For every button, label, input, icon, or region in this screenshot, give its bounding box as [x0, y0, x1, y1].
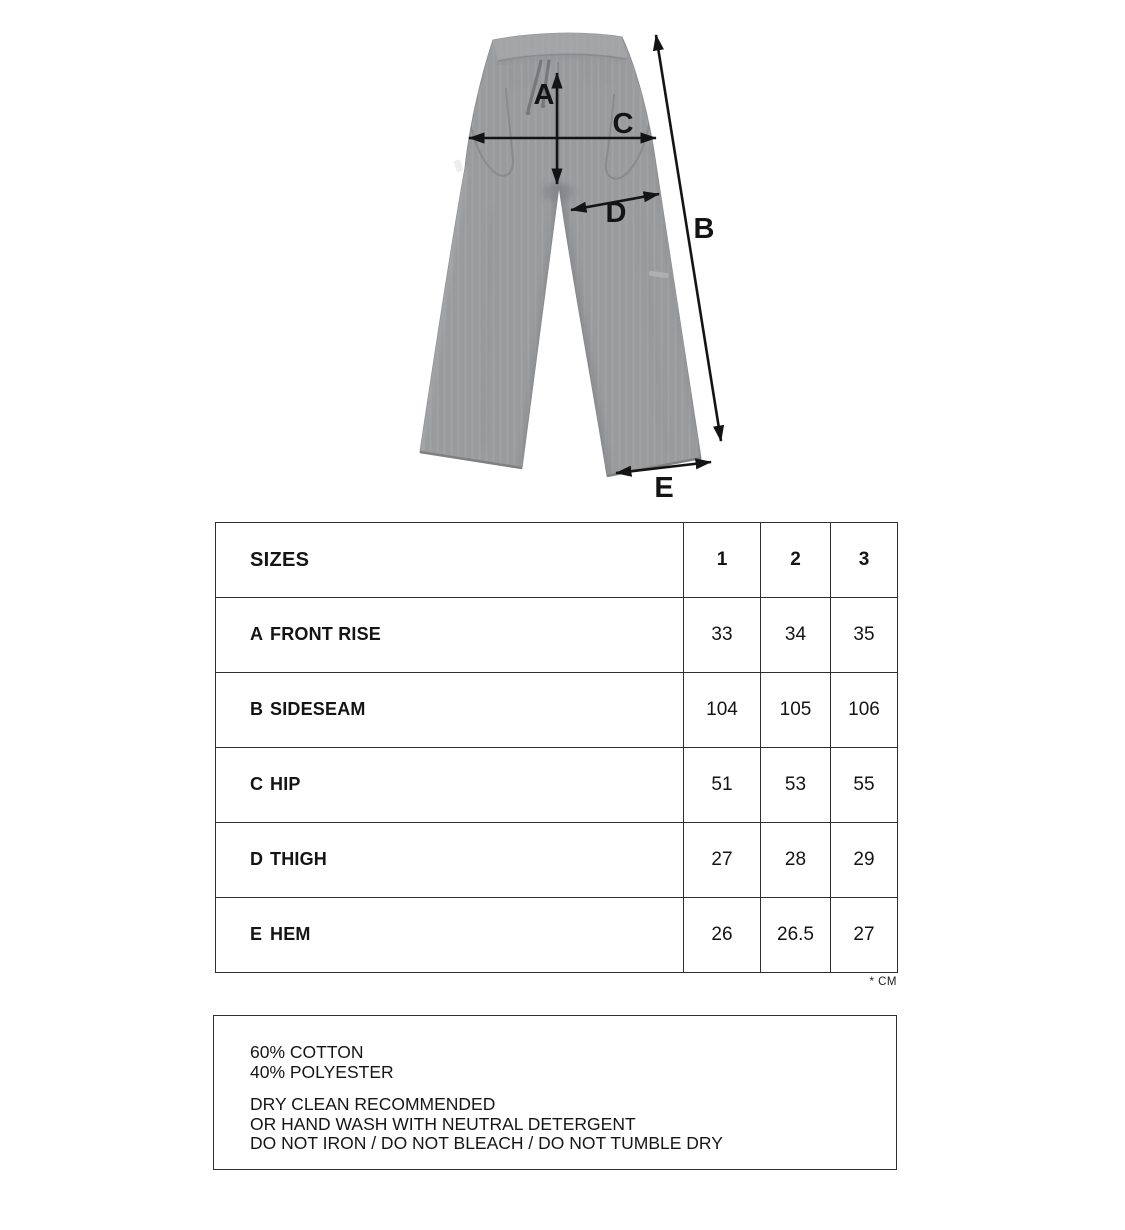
fabric-composition [250, 1043, 876, 1082]
measurement-value: 106 [831, 673, 898, 748]
size-column-header-2: 2 [761, 523, 831, 598]
measurement-value: 33 [684, 598, 761, 673]
row-label: SIDESEAM [270, 699, 366, 719]
size-table-corner: SIZES [216, 523, 684, 598]
row-key: E [250, 924, 263, 944]
measurement-value: 27 [684, 823, 761, 898]
measurement-value: 105 [761, 673, 831, 748]
unit-note: * CM [869, 976, 897, 988]
measurement-value: 29 [831, 823, 898, 898]
pants-silhouette [420, 33, 701, 476]
measurement-value: 35 [831, 598, 898, 673]
composition-line: 60% COTTON [250, 1042, 364, 1062]
row-key: A [250, 624, 263, 644]
row-label: HEM [270, 924, 311, 944]
measurement-value: 26.5 [761, 898, 831, 973]
row-key: C [250, 774, 263, 794]
measurement-value: 51 [684, 748, 761, 823]
size-table [215, 522, 898, 973]
table-row-front-rise [216, 598, 898, 673]
care-instructions [250, 1095, 876, 1154]
care-line: OR HAND WASH WITH NEUTRAL DETERGENT [250, 1113, 636, 1134]
measurement-value: 27 [831, 898, 898, 973]
care-info-box [213, 1015, 897, 1170]
row-label: FRONT RISE [270, 624, 382, 644]
measurement-label-c: C [612, 108, 634, 140]
measurement-label-d: D [605, 197, 627, 229]
table-row-hem [216, 898, 898, 973]
size-table-header-row [216, 523, 898, 598]
row-key: B [250, 699, 263, 719]
measurement-value: 53 [761, 748, 831, 823]
row-label: THIGH [270, 849, 327, 869]
table-row-sideseam [216, 673, 898, 748]
size-column-header-1: 1 [684, 523, 761, 598]
pants-measurement-diagram [0, 0, 1125, 510]
care-line: DRY CLEAN RECOMMENDED [250, 1094, 496, 1114]
row-key: D [250, 849, 263, 869]
measurement-value: 28 [761, 823, 831, 898]
measurement-value: 55 [831, 748, 898, 823]
measurement-value: 104 [684, 673, 761, 748]
care-line: DO NOT IRON / DO NOT BLEACH / DO NOT TUMBLE DRY [250, 1133, 723, 1153]
table-row-hip [216, 748, 898, 823]
table-row-thigh [216, 823, 898, 898]
row-label: HIP [270, 774, 301, 794]
size-column-header-3: 3 [831, 523, 898, 598]
composition-line: 40% POLYESTER [250, 1061, 394, 1082]
measurement-label-e: E [654, 472, 674, 504]
measurement-value: 26 [684, 898, 761, 973]
measurement-label-b: B [693, 213, 715, 245]
pocket-tag [453, 159, 463, 173]
measurement-label-a: A [533, 79, 555, 111]
measurement-value: 34 [761, 598, 831, 673]
